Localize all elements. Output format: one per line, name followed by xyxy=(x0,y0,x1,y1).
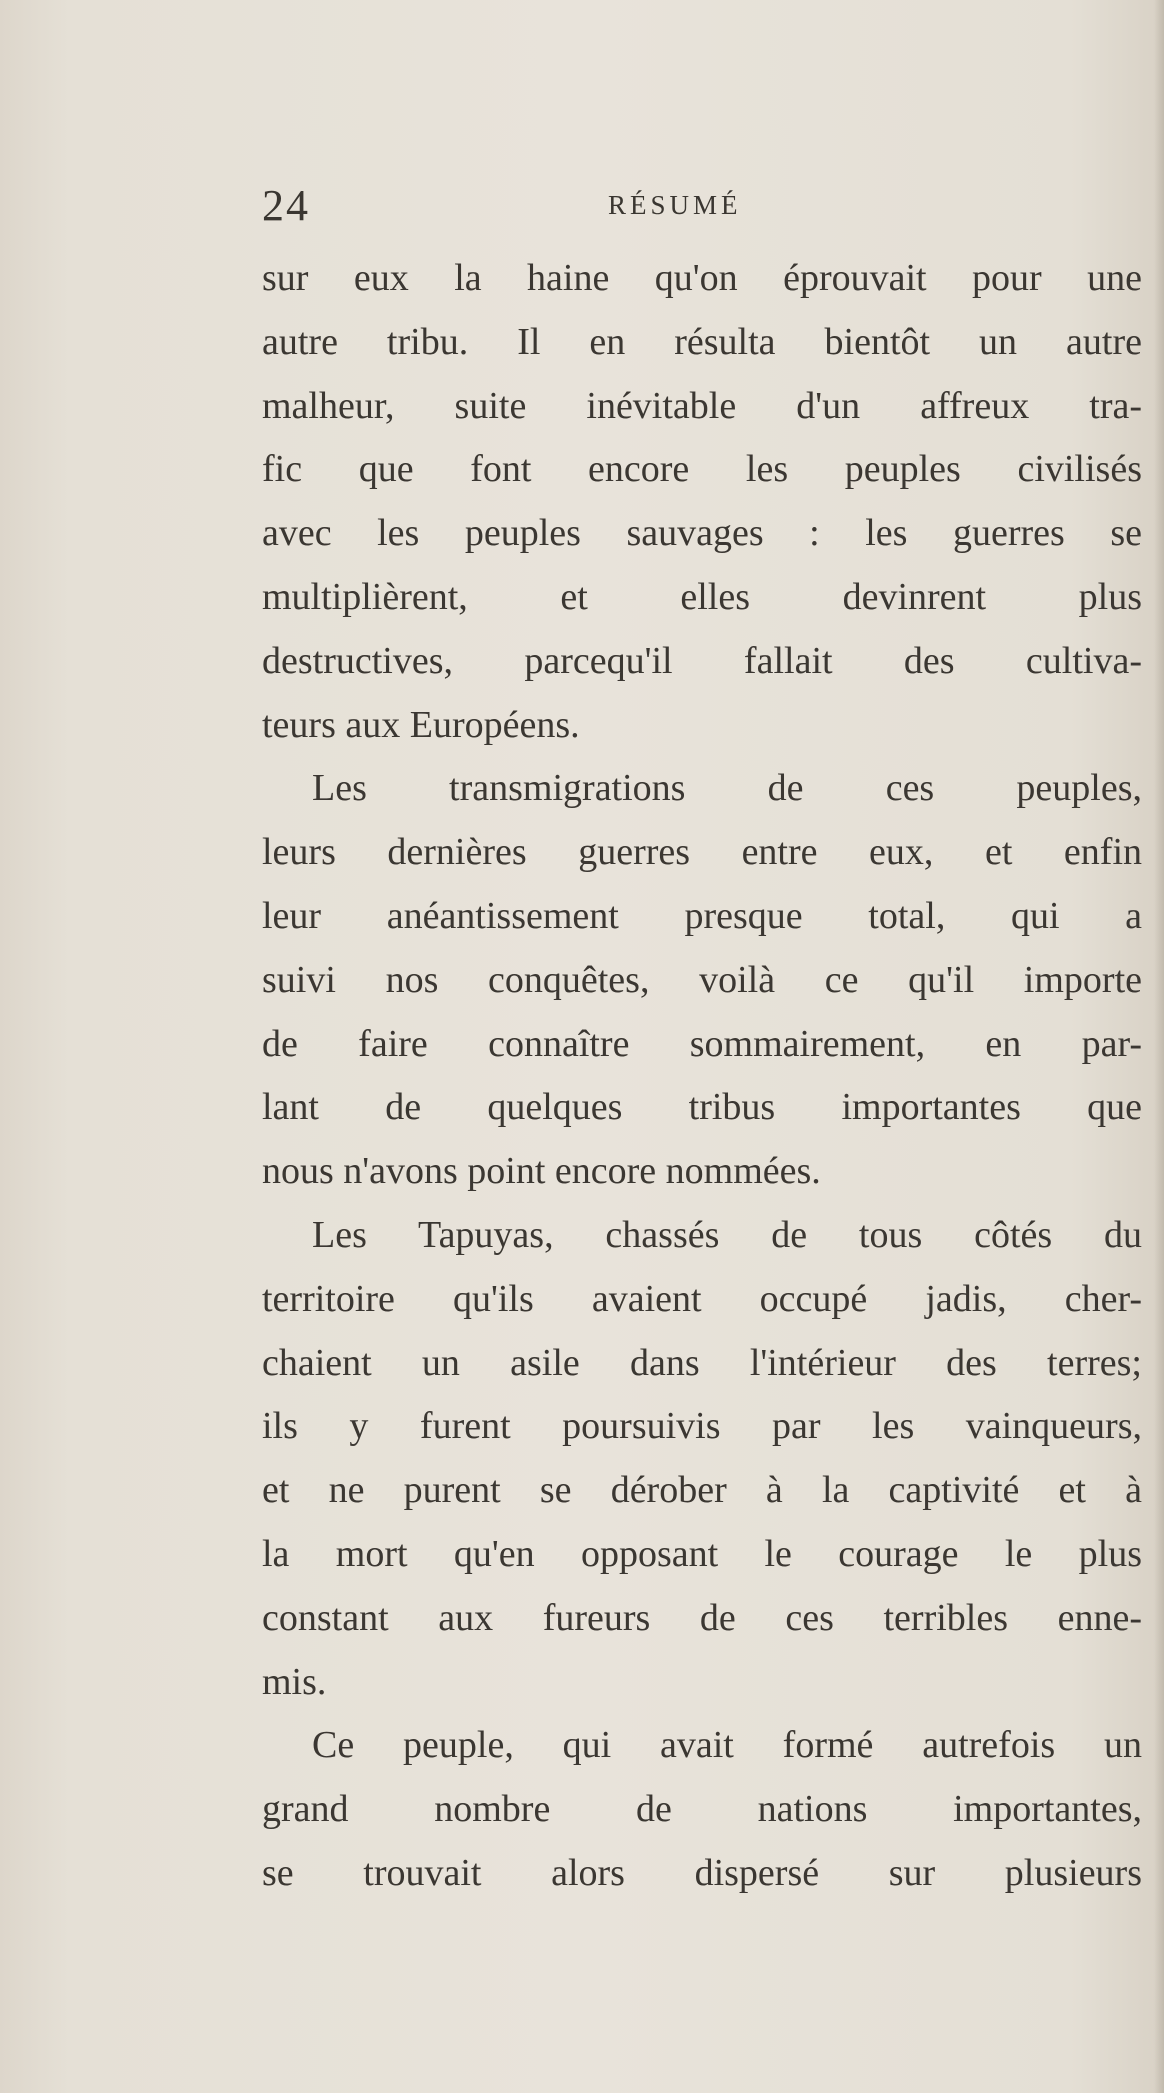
text-line: territoire qu'ils avaient occupé jadis, cher- xyxy=(262,1277,1142,1320)
paragraph-start-line: Les transmigrations de ces peuples, xyxy=(312,767,1142,810)
body-text xyxy=(262,247,1142,1906)
text-line: constant aux fureurs de ces terribles enne- xyxy=(262,1596,1142,1639)
paragraph-end-line: teurs aux Européens. xyxy=(262,703,580,746)
text-line: multiplièrent, et elles devinrent plus xyxy=(262,575,1142,618)
page-number: 24 xyxy=(262,181,310,230)
text-line: leurs dernières guerres entre eux, et enfin xyxy=(262,831,1142,874)
text-line: ils y furent poursuivis par les vainqueurs, xyxy=(262,1405,1142,1448)
text-line: malheur, suite inévitable d'un affreux tra- xyxy=(262,384,1142,427)
text-line: grand nombre de nations importantes, xyxy=(262,1788,1142,1831)
text-line: et ne purent se dérober à la captivité et à xyxy=(262,1469,1142,1512)
text-line: de faire connaître sommairement, en par- xyxy=(262,1022,1142,1065)
text-line: lant de quelques tribus importantes que xyxy=(262,1086,1142,1129)
paragraph-end-line: nous n'avons point encore nommées. xyxy=(262,1150,821,1193)
text-line: destructives, parcequ'il fallait des cultiva- xyxy=(262,639,1142,682)
text-line: se trouvait alors dispersé sur plusieurs xyxy=(262,1851,1142,1894)
text-line: avec les peuples sauvages : les guerres se xyxy=(262,512,1142,555)
text-line: chaient un asile dans l'intérieur des terres; xyxy=(262,1341,1142,1384)
text-line: autre tribu. Il en résulta bientôt un autre xyxy=(262,320,1142,363)
text-line: leur anéantissement presque total, qui a xyxy=(262,894,1142,937)
text-line: la mort qu'en opposant le courage le plus xyxy=(262,1532,1142,1575)
paragraph-start-line: Ce peuple, qui avait formé autrefois un xyxy=(312,1724,1142,1767)
paragraph-start-line: Les Tapuyas, chassés de tous côtés du xyxy=(312,1213,1142,1256)
text-line: fic que font encore les peuples civilisés xyxy=(262,448,1142,491)
text-line: suivi nos conquêtes, voilà ce qu'il importe xyxy=(262,958,1142,1001)
page-header xyxy=(262,180,1152,240)
running-title: RÉSUMÉ xyxy=(608,190,742,220)
text-line: sur eux la haine qu'on éprouvait pour une xyxy=(262,257,1142,299)
paragraph-end-line: mis. xyxy=(262,1660,327,1703)
page-edge-shadow xyxy=(1154,0,1164,2093)
